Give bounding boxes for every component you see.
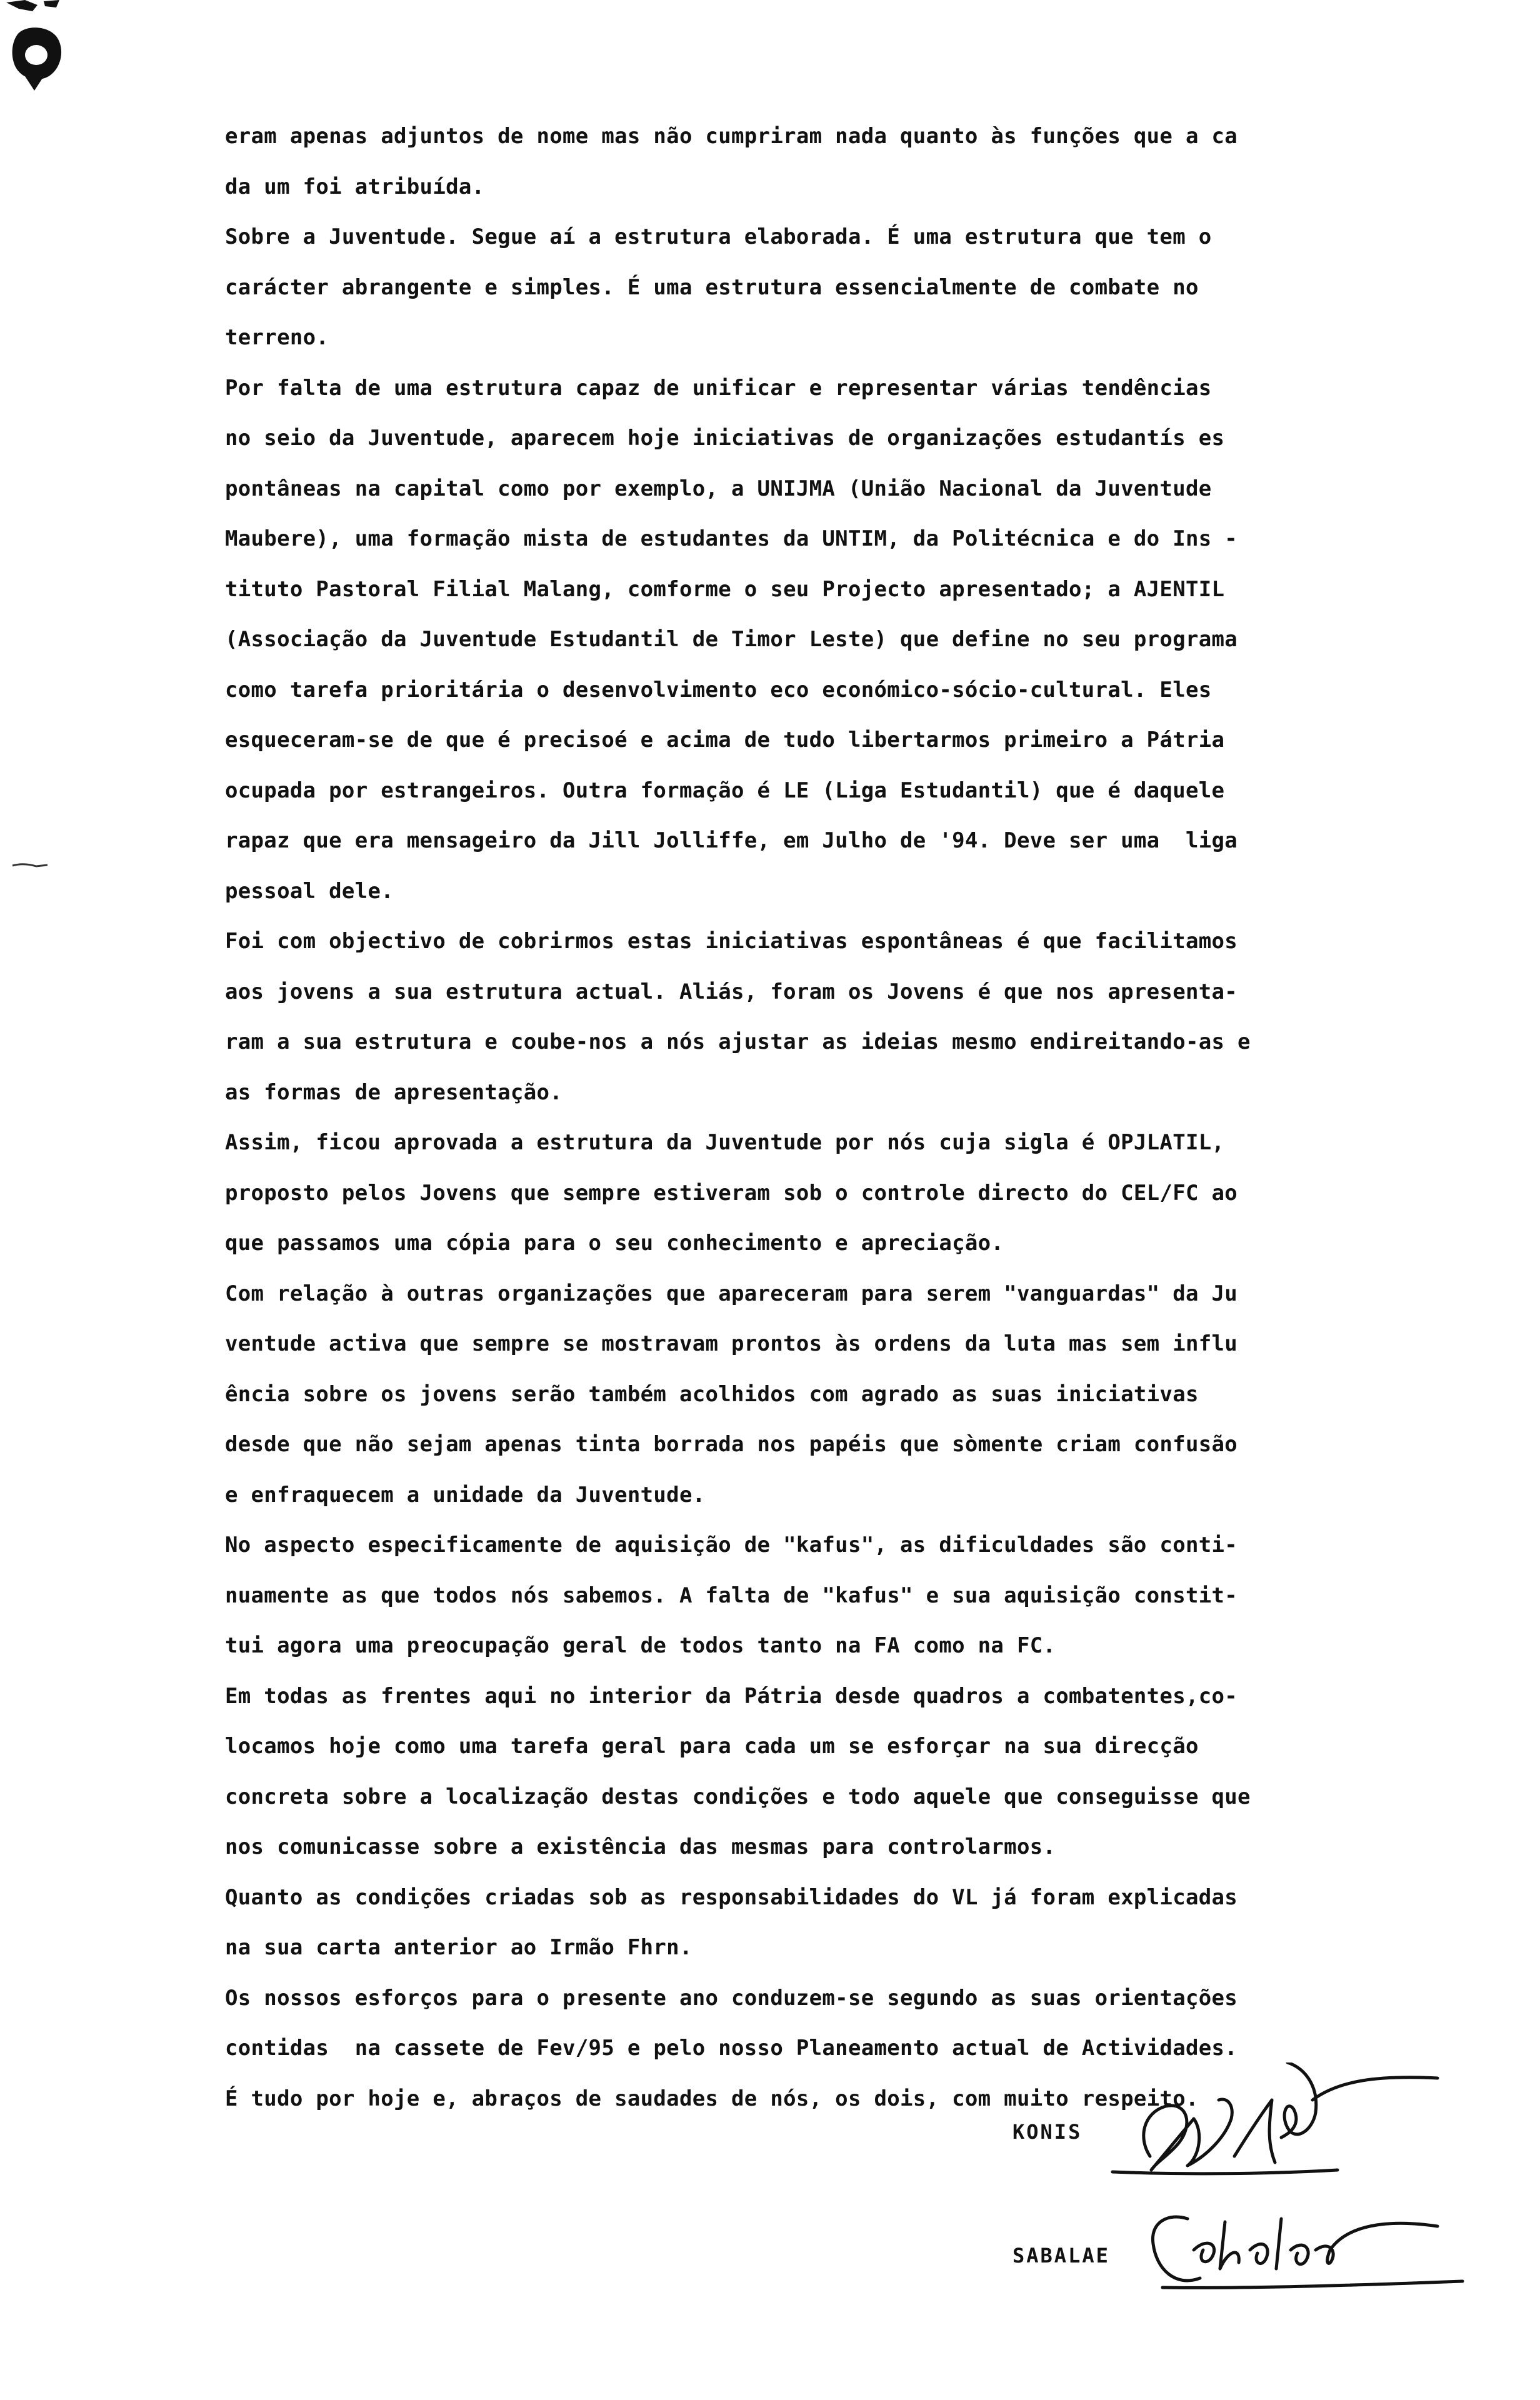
text-line: locamos hoje como uma tarefa geral para cada um se esforçar na sua direcção [225,1734,1199,1759]
text-line: ram a sua estrutura e coube-nos a nós ajustar as ideias mesmo endireitando-as e [225,1029,1251,1054]
text-line: Sobre a Juventude. Segue aí a estrutura elaborada. É uma estrutura que tem o [225,224,1212,249]
text-line: como tarefa prioritária o desenvolvimento eco económico-sócio-cultural. Eles [225,677,1212,702]
text-line: Por falta de uma estrutura capaz de unificar e representar várias tendências [225,375,1212,401]
text-line: ocupada por estrangeiros. Outra formação é LE (Liga Estudantil) que é daquele [225,778,1225,803]
text-line: proposto pelos Jovens que sempre estiveram sob o controle directo do CEL/FC ao [225,1180,1238,1206]
text-line: Em todas as frentes aqui no interior da Pátria desde quadros a combatentes,co- [225,1683,1238,1709]
text-line: e enfraquecem a unidade da Juventude. [225,1482,706,1508]
text-line: carácter abrangente e simples. É uma estrutura essencialmente de combate no [225,274,1199,300]
text-line: rapaz que era mensageiro da Jill Jolliffe, em Julho de '94. Deve ser uma liga [225,828,1238,853]
letter-body [225,111,1469,2124]
signature-block [988,2062,1500,2356]
signatory-name-sabalae: SABALAE [1012,2244,1110,2268]
text-line: da um foi atribuída. [225,174,485,199]
text-line: terreno. [225,325,329,350]
text-line: Quanto as condições criadas sob as responsabilidades do VL já foram explicadas [225,1884,1238,1910]
text-line: pessoal dele. [225,878,394,904]
text-line: tituto Pastoral Filial Malang, comforme o seu Projecto apresentado; a AJENTIL [225,576,1225,602]
text-line: nuamente as que todos nós sabemos. A falta de "kafus" e sua aquisição constit- [225,1582,1238,1608]
text-line: eram apenas adjuntos de nome mas não cumpriram nada quanto às funções que a ca [225,124,1238,149]
text-line: no seio da Juventude, aparecem hoje iniciativas de organizações estudantís es [225,426,1225,451]
text-line: as formas de apresentação. [225,1079,563,1105]
text-line: No aspecto especificamente de aquisição de "kafus", as dificuldades são conti- [225,1532,1238,1558]
text-line: aos jovens a sua estrutura actual. Aliás, foram os Jovens é que nos apresenta- [225,979,1238,1004]
text-line: (Associação da Juventude Estudantil de Timor Leste) que define no seu programa [225,627,1238,652]
text-line: Foi com objectivo de cobrirmos estas iniciativas espontâneas é que facilitamos [225,929,1238,954]
text-line: que passamos uma cópia para o seu conhecimento e apreciação. [225,1231,1004,1256]
text-line: Assim, ficou aprovada a estrutura da Juventude por nós cuja sigla é OPJLATIL, [225,1130,1225,1155]
text-line: nos comunicasse sobre a existência das mesmas para controlarmos. [225,1834,1056,1859]
text-line: na sua carta anterior ao Irmão Fhrn. [225,1935,692,1960]
text-line: esqueceram-se de que é precisoé e acima de tudo libertarmos primeiro a Pátria [225,728,1225,752]
text-line: pontâneas na capital como por exemplo, a UNIJMA (União Nacional da Juventude [225,476,1212,501]
text-line: tui agora uma preocupação geral de todos tanto na FA como na FC. [225,1633,1056,1658]
signatory-name-konis: KONIS [1012,2120,1082,2144]
handwritten-signatures-icon [988,2062,1500,2356]
text-line: Com relação à outras organizações que apareceram para serem "vanguardas" da Ju [225,1281,1238,1306]
text-line: Os nossos esforços para o presente ano conduzem-se segundo as suas orientações [225,1985,1238,2011]
binder-hole-icon [0,0,81,94]
text-line: ventude activa que sempre se mostravam prontos às ordens da luta mas sem influ [225,1331,1238,1356]
text-line: É tudo por hoje e, abraços de saudades de nós, os dois, com muito respeito. [225,2086,1199,2111]
margin-speck-icon [11,861,49,870]
text-line: desde que não sejam apenas tinta borrada nos papéis que sòmente criam confusão [225,1432,1238,1457]
text-line: contidas na cassete de Fev/95 e pelo nosso Planeamento actual de Actividades. [225,2036,1238,2061]
text-line: ência sobre os jovens serão também acolhidos com agrado as suas iniciativas [225,1381,1199,1407]
text-line: Maubere), uma formação mista de estudantes da UNTIM, da Politécnica e do Ins - [225,526,1238,551]
text-line: concreta sobre a localização destas condições e todo aquele que conseguisse que [225,1784,1251,1809]
